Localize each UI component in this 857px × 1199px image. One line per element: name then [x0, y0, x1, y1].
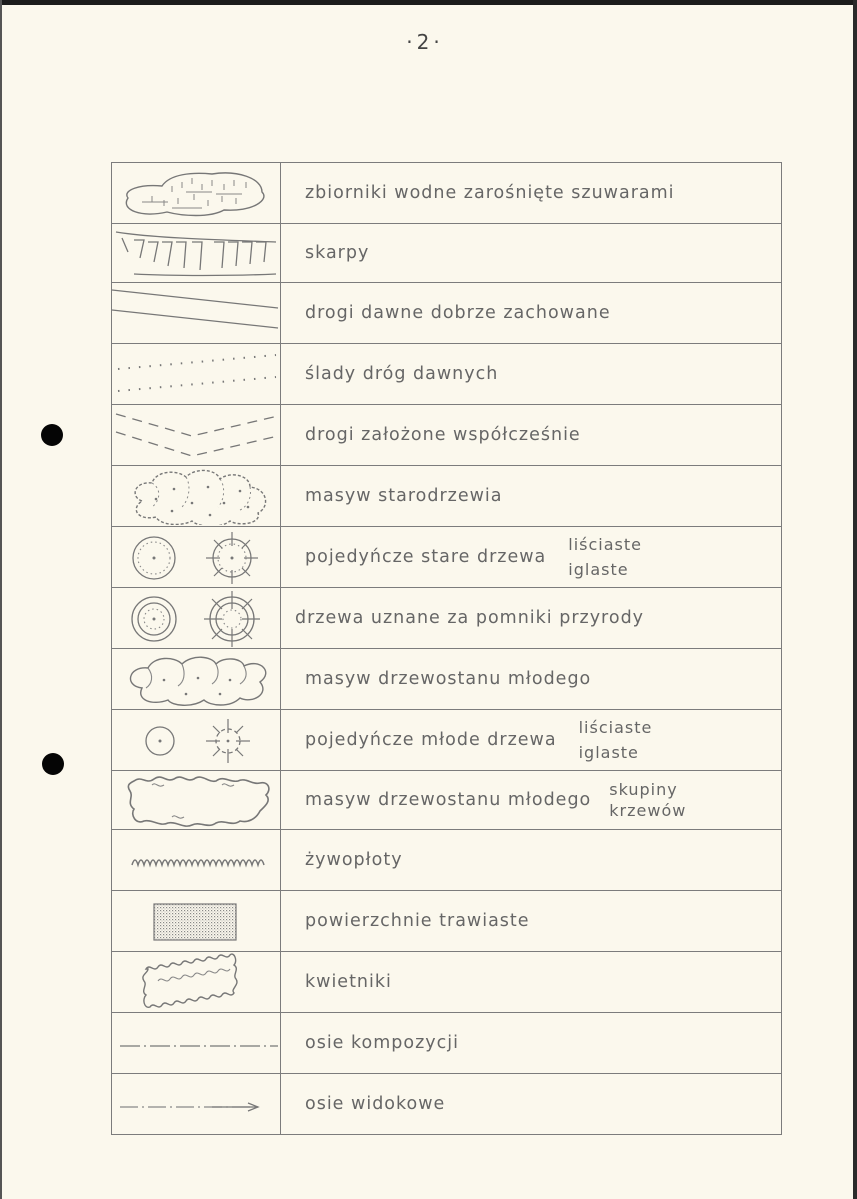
legend-row [112, 1013, 782, 1074]
legend-desc-cell [281, 527, 782, 588]
legend-label: osie widokowe [281, 1074, 782, 1135]
legend-row [112, 283, 782, 344]
legend-label: powierzchnie trawiaste [281, 891, 782, 952]
side-label-deciduous: liściaste [568, 535, 643, 554]
page-left-edge [0, 0, 2, 1199]
legend-label: skarpy [281, 224, 782, 283]
legend-row [112, 527, 782, 588]
legend-row [112, 771, 782, 830]
legend-side-labels [568, 532, 642, 582]
legend-row [112, 405, 782, 466]
legend-label: drogi założone współcześnie [281, 405, 782, 466]
legend-row [112, 710, 782, 771]
legend-label: żywopłoty [281, 830, 782, 891]
monument-trees-icon [112, 588, 281, 649]
legend-label: masyw drzewostanu młodego [305, 790, 592, 810]
legend-label: pojedyńcze młode drzewa [305, 730, 557, 750]
legend-label: zbiorniki wodne zarośnięte szuwarami [281, 163, 782, 224]
legend-row [112, 649, 782, 710]
legend-label: kwietniki [281, 952, 782, 1013]
legend-row [112, 163, 782, 224]
escarpment-icon [112, 224, 281, 283]
legend-label: ślady dróg dawnych [281, 344, 782, 405]
punch-hole [41, 424, 63, 446]
page-top-edge [0, 0, 857, 5]
legend-label: masyw drzewostanu młodego [281, 649, 782, 710]
shrub-group-icon [112, 771, 281, 830]
composition-axis-icon [112, 1013, 281, 1074]
young-single-trees-icon [112, 710, 281, 771]
side-label-shrubs: krzewów [609, 801, 687, 820]
flowerbed-icon [112, 952, 281, 1013]
hedge-icon [112, 830, 281, 891]
legend-label: pojedyńcze stare drzewa [305, 547, 547, 567]
legend-row [112, 344, 782, 405]
side-label-groups: skupiny [609, 780, 678, 799]
legend-desc-cell [281, 771, 782, 830]
legend-side-labels [609, 779, 686, 821]
legend-desc-cell [281, 710, 782, 771]
young-tree-mass-icon [112, 649, 281, 710]
old-single-trees-icon [112, 527, 281, 588]
legend-row [112, 224, 782, 283]
side-label-coniferous: iglaste [568, 560, 629, 579]
side-label-deciduous: liściaste [578, 718, 653, 737]
old-tree-mass-icon [112, 466, 281, 527]
legend-row [112, 891, 782, 952]
legend-row [112, 1074, 782, 1135]
modern-road-icon [112, 405, 281, 466]
legend-table [111, 162, 782, 1135]
view-axis-icon [112, 1074, 281, 1135]
legend-row [112, 588, 782, 649]
side-label-coniferous: iglaste [578, 743, 639, 762]
legend-label: osie kompozycji [281, 1013, 782, 1074]
road-trace-icon [112, 344, 281, 405]
grass-area-icon [112, 891, 281, 952]
legend-row [112, 952, 782, 1013]
page-right-edge [853, 0, 857, 1199]
legend-label: drzewa uznane za pomniki przyrody [281, 588, 782, 649]
punch-hole [42, 753, 64, 775]
reed-pond-icon [112, 163, 281, 224]
legend-side-labels [579, 715, 653, 765]
legend-row [112, 466, 782, 527]
legend-label: drogi dawne dobrze zachowane [281, 283, 782, 344]
old-road-icon [112, 283, 281, 344]
legend-row [112, 830, 782, 891]
page-number: ·2· [406, 30, 444, 54]
legend-label: masyw starodrzewia [281, 466, 782, 527]
